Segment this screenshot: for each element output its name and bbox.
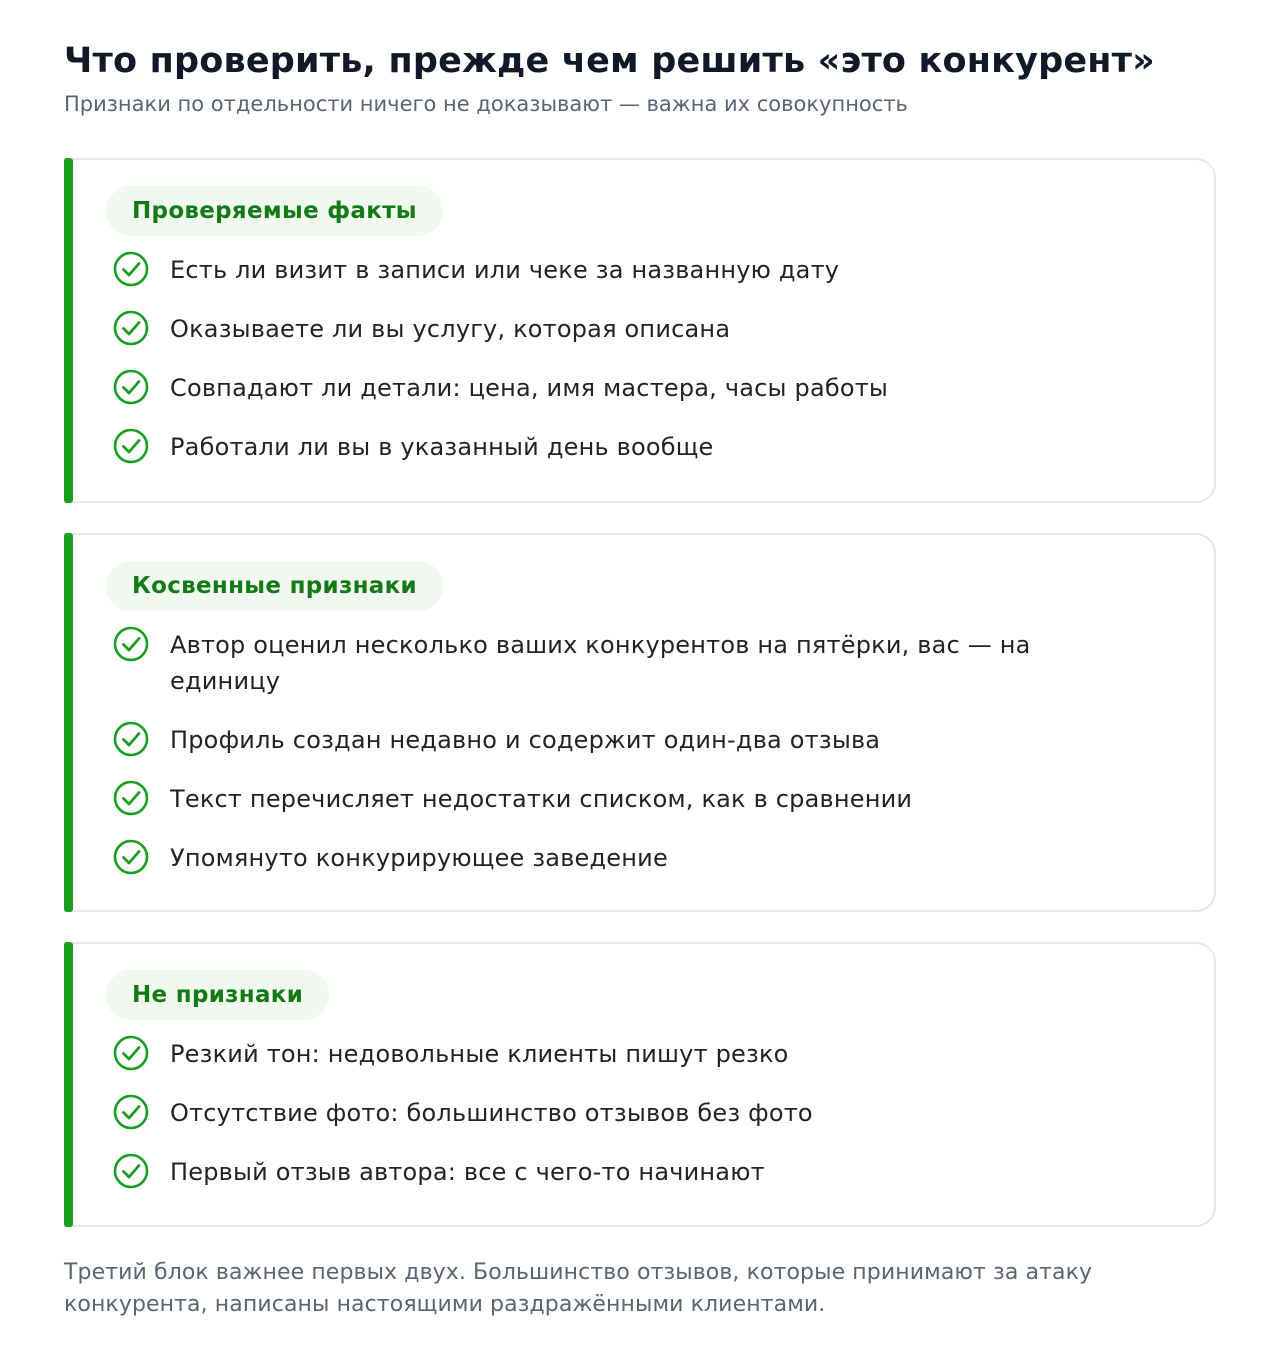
list-item-text: Профиль создан недавно и содержит один-два отзыва (170, 726, 881, 754)
list-item-text: Есть ли визит в записи или чеке за названную дату (170, 256, 840, 284)
footer-note: Третий блок важнее первых двух. Большинство отзывов, которые принимают за атаку конкурента, написаны настоящими раздражёнными клиентами. (64, 1260, 1093, 1317)
checklist (106, 252, 1174, 465)
list-item (106, 311, 1174, 347)
section-heading: Не признаки (106, 970, 329, 1020)
section-not-signs (64, 942, 1216, 1227)
check-circle-icon (112, 720, 150, 758)
section-verifiable-facts (64, 158, 1216, 503)
list-item-text: Оказываете ли вы услугу, которая описана (170, 315, 731, 343)
list-item (106, 1154, 1174, 1190)
section-heading: Косвенные признаки (106, 561, 443, 611)
check-circle-icon (112, 838, 150, 876)
check-circle-icon (112, 250, 150, 288)
list-item-text: Резкий тон: недовольные клиенты пишут резко (170, 1040, 789, 1068)
check-circle-icon (112, 1093, 150, 1131)
section-heading: Проверяемые факты (106, 186, 443, 236)
list-item (106, 1036, 1174, 1072)
list-item (106, 781, 1174, 817)
check-circle-icon (112, 368, 150, 406)
page-title: Что проверить, прежде чем решить «это конкурент» (64, 41, 1155, 81)
list-item (106, 370, 1174, 406)
list-item (106, 627, 1174, 699)
check-circle-icon (112, 1152, 150, 1190)
list-item (106, 1095, 1174, 1131)
list-item (106, 722, 1174, 758)
list-item (106, 840, 1174, 876)
list-item-text: Совпадают ли детали: цена, имя мастера, часы работы (170, 374, 889, 402)
list-item (106, 429, 1174, 465)
checklist (106, 1036, 1174, 1190)
check-circle-icon (112, 309, 150, 347)
sections (64, 158, 1216, 1227)
check-circle-icon (112, 779, 150, 817)
list-item-text: Первый отзыв автора: все с чего-то начинают (170, 1158, 765, 1186)
section-indirect-signs (64, 533, 1216, 912)
list-item-text: Текст перечисляет недостатки списком, как в сравнении (170, 785, 913, 813)
page-subtitle: Признаки по отдельности ничего не доказывают — важна их совокупность (64, 92, 908, 116)
list-item-text: Работали ли вы в указанный день вообще (170, 433, 714, 461)
list-item (106, 252, 1174, 288)
check-circle-icon (112, 625, 150, 663)
list-item-text: Упомянуто конкурирующее заведение (170, 844, 668, 872)
list-item-text: Отсутствие фото: большинство отзывов без фото (170, 1099, 813, 1127)
check-circle-icon (112, 1034, 150, 1072)
check-circle-icon (112, 427, 150, 465)
list-item-text: Автор оценил несколько ваших конкурентов на пятёрки, вас — на единицу (170, 631, 1031, 695)
checklist (106, 627, 1174, 876)
